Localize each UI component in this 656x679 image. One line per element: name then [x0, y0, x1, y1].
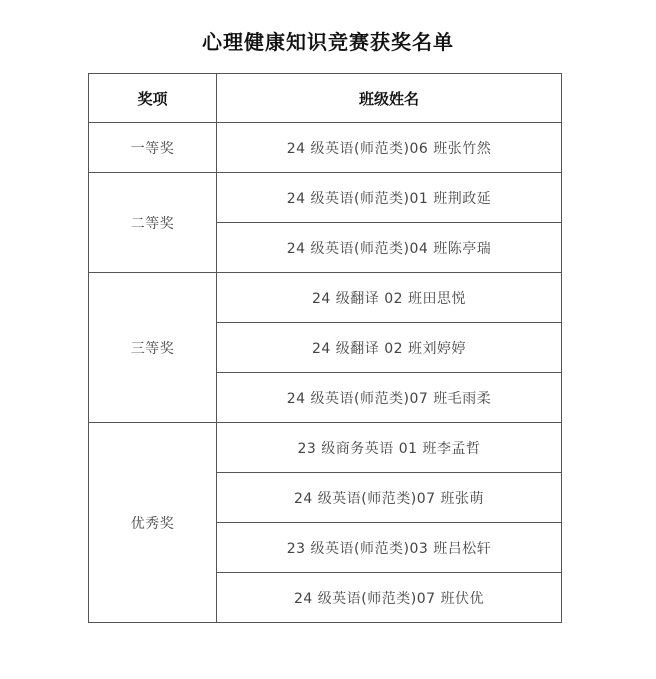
table-row [89, 123, 562, 173]
winner-cell: 24 级英语(师范类)07 班张萌 [217, 473, 562, 523]
winner-cell: 24 级英语(师范类)06 班张竹然 [217, 123, 562, 173]
header-name: 班级姓名 [217, 74, 562, 123]
table-row [89, 273, 562, 323]
winner-cell: 24 级英语(师范类)01 班荆政延 [217, 173, 562, 223]
header-row [89, 74, 562, 123]
winner-cell: 24 级英语(师范类)07 班伏优 [217, 573, 562, 623]
award-level-third: 三等奖 [89, 273, 217, 423]
page-title: 心理健康知识竞赛获奖名单 [202, 30, 454, 54]
winner-cell: 24 级翻译 02 班刘婷婷 [217, 323, 562, 373]
award-level-excellence: 优秀奖 [89, 423, 217, 623]
winner-cell: 24 级翻译 02 班田思悦 [217, 273, 562, 323]
table-row [89, 173, 562, 223]
award-level-first: 一等奖 [89, 123, 217, 173]
winner-cell: 23 级英语(师范类)03 班吕松轩 [217, 523, 562, 573]
winner-cell: 24 级英语(师范类)07 班毛雨柔 [217, 373, 562, 423]
header-award: 奖项 [89, 74, 217, 123]
award-table [88, 73, 562, 623]
winner-cell: 24 级英语(师范类)04 班陈亭瑞 [217, 223, 562, 273]
award-level-second: 二等奖 [89, 173, 217, 273]
table-row [89, 423, 562, 473]
winner-cell: 23 级商务英语 01 班李孟哲 [217, 423, 562, 473]
